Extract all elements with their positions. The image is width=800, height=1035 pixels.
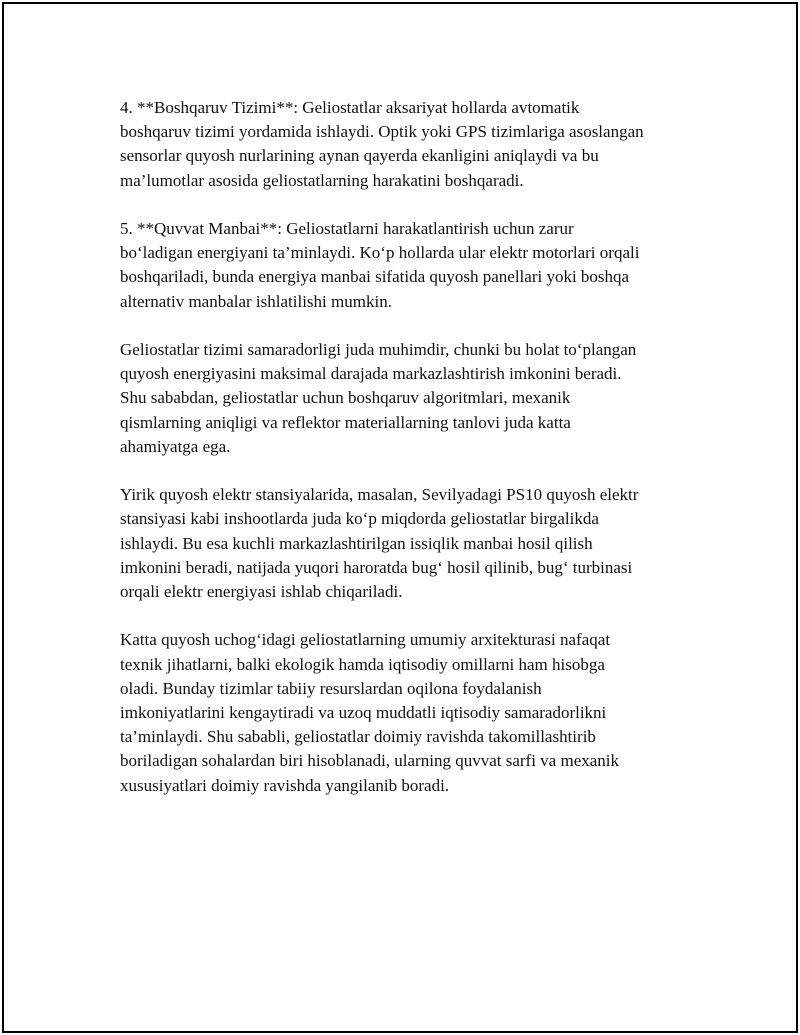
text-line: orqali elektr energiyasi ishlab chiqariladi.	[120, 582, 403, 602]
text-line: boriladigan sohalardan biri hisoblanadi, ularning quvvat sarfi va mexanik	[120, 751, 620, 771]
text-line: oladi. Bunday tizimlar tabiiy resurslardan oqilona foydalanish	[120, 678, 542, 698]
text-line: alternativ manbalar ishlatilishi mumkin.	[120, 291, 392, 311]
text-line: stansiyasi kabi inshootlarda juda ko‘p miqdorda geliostatlar birgalikda	[120, 509, 599, 529]
paragraph-arxitektura	[120, 628, 700, 797]
text-line: 5. **Quvvat Manbai**: Geliostatlarni harakatlantirish uchun zarur	[120, 219, 574, 238]
document-body	[120, 96, 700, 822]
text-line: 4. **Boshqaruv Tizimi**: Geliostatlar aksariyat hollarda avtomatik	[120, 98, 580, 117]
text-line: texnik jihatlarni, balki ekologik hamda iqtisodiy omillarni ham hisobga	[120, 654, 605, 674]
paragraph-quvvat-manbai	[120, 217, 700, 314]
text-line: xususiyatlari doimiy ravishda yangilanib boradi.	[120, 775, 450, 795]
paragraph-boshqaruv-tizimi	[120, 96, 700, 193]
text-line: Shu sababdan, geliostatlar uchun boshqaruv algoritmlari, mexanik	[120, 388, 571, 408]
text-line: Katta quyosh uchog‘idagi geliostatlarning umumiy arxitekturasi nafaqat	[120, 630, 611, 650]
text-line: Geliostatlar tizimi samaradorligi juda muhimdir, chunki bu holat to‘plangan	[120, 340, 637, 359]
paragraph-ps10	[120, 483, 700, 604]
document-page	[2, 2, 798, 1033]
text-line: ishlaydi. Bu esa kuchli markazlashtirilgan issiqlik manbai hosil qilish	[120, 533, 593, 553]
text-line: ahamiyatga ega.	[120, 436, 231, 456]
text-line: boshqariladi, bunda energiya manbai sifatida quyosh panellari yoki boshqa	[120, 267, 630, 287]
text-line: boshqaruv tizimi yordamida ishlaydi. Optik yoki GPS tizimlariga asoslangan	[120, 122, 644, 142]
text-line: ma’lumotlar asosida geliostatlarning harakatini boshqaradi.	[120, 170, 524, 190]
text-line: imkonini beradi, natijada yuqori haroratda bug‘ hosil qilinib, bug‘ turbinasi	[120, 557, 633, 577]
text-line: ta’minlaydi. Shu sababli, geliostatlar doimiy ravishda takomillashtirib	[120, 727, 596, 747]
text-line: bo‘ladigan energiyani ta’minlaydi. Ko‘p hollarda ular elektr motorlari orqali	[120, 243, 640, 263]
text-line: sensorlar quyosh nurlarining aynan qayerda ekanligini aniqlaydi va bu	[120, 146, 599, 166]
text-line: imkoniyatlarini kengaytiradi va uzoq muddatli iqtisodiy samaradorlikni	[120, 703, 607, 723]
paragraph-samaradorlik	[120, 338, 700, 459]
text-line: Yirik quyosh elektr stansiyalarida, masalan, Sevilyadagi PS10 quyosh elektr	[120, 485, 639, 505]
text-line: qismlarning aniqligi va reflektor materiallarning tanlovi juda katta	[120, 412, 571, 432]
text-line: quyosh energiyasini maksimal darajada markazlashtirish imkonini beradi.	[120, 364, 622, 384]
